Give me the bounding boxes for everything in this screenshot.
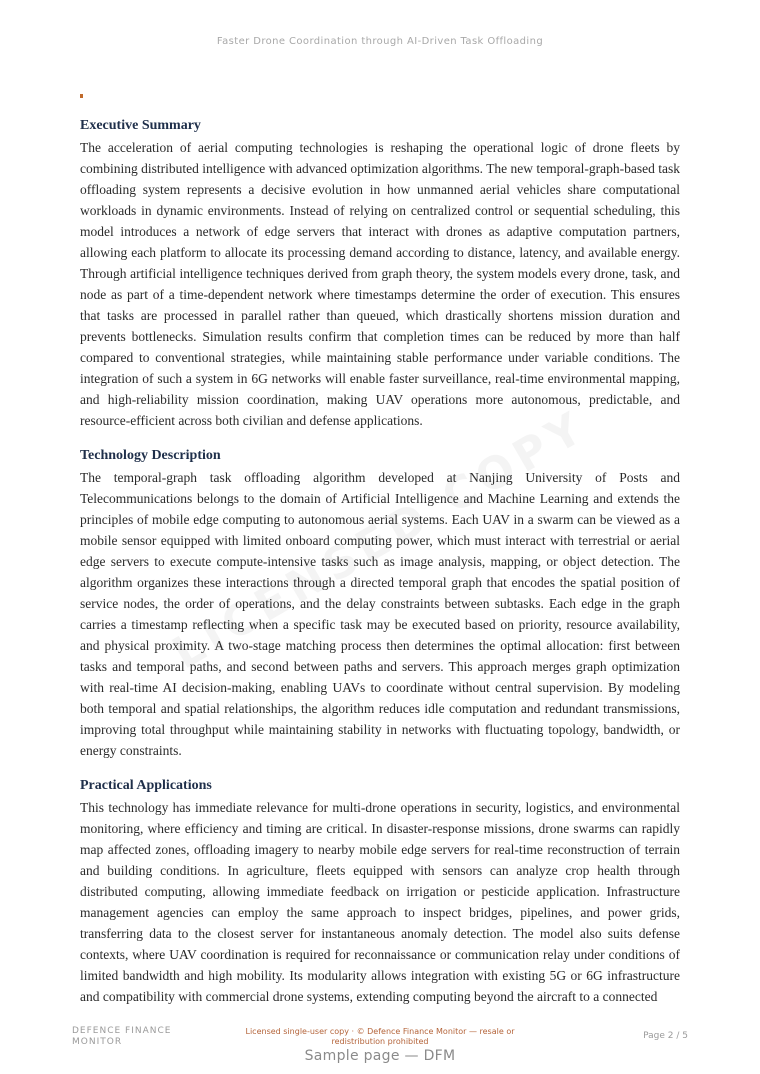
section-technology-description: [80, 447, 680, 761]
section-heading: Technology Description: [80, 448, 221, 463]
footer-license-notice: Licensed single-user copy · © Defence Finance Monitor — resale or redistribution prohibited: [245, 1027, 515, 1046]
section-paragraph: This technology has immediate relevance for multi-drone operations in security, logistics, and environmental monitoring, where efficiency and timing are critical. In disaster-response missions, drone swarms can rapidly map affected zones, offloading imagery to nearby mobile edge servers for real-time reconstruction of terrain and building conditions. In agriculture, fleets equipped with sensors can analyze crop health through distributed computing, allowing immediate feedback on irrigation or pesticide application. Infrastructure management agencies can employ the same approach to inspect bridges, pipelines, and power grids, transferring data to the closest server for instantaneous anomaly detection. The model also suits defense contexts, where UAV coordination is required for reconnaissance or communication relay under conditions of limited bandwidth and high mobility. Its modularity allows integration with existing 5G or 6G infrastructure and compatibility with commercial drone systems, extending computing beyond the aircraft to a connected: [80, 800, 680, 1004]
accent-marker: [80, 94, 83, 98]
section-executive-summary: [80, 117, 680, 431]
section-heading: Executive Summary: [80, 118, 201, 133]
document-body: [80, 117, 680, 1007]
section-heading: Practical Applications: [80, 778, 212, 793]
footer-publisher-name: DEFENCE FINANCE MONITOR: [72, 1026, 172, 1047]
running-header-title: Faster Drone Coordination through AI-Driven Task Offloading: [216, 36, 544, 47]
section-paragraph: The temporal-graph task offloading algorithm developed at Nanjing University of Posts and Telecommunications belongs to the domain of Artificial Intelligence and Machine Learning and extends the principles of mobile edge computing to autonomous aerial systems. Each UAV in a swarm can be viewed as a mobile sensor equipped with limited onboard computing power, which must interact with terrestrial or aerial edge servers to execute compute-intensive tasks such as image analysis, mapping, or object detection. The algorithm organizes these interactions through a directed temporal graph that encodes the spatial position of service nodes, the order of operations, and the delay constraints between subtasks. Each edge in the graph carries a timestamp reflecting when a specific task may be executed based on priority, resource availability, and physical proximity. A two-stage matching process then determines the optimal allocation: first between tasks and temporal paths, and second between paths and servers. This approach merges graph optimization with real-time AI decision-making, enabling UAVs to coordinate without central supervision. By modeling both temporal and spatial relationships, the algorithm reduces idle computation and redundant transmissions, improving total throughput while maintaining stability in networks with fluctuating topology, bandwidth, or energy constraints.: [80, 470, 680, 758]
footer-page-number: Page 2 / 5: [643, 1031, 688, 1041]
sample-page-label: Sample page — DFM: [304, 1048, 456, 1064]
section-paragraph: The acceleration of aerial computing technologies is reshaping the operational logic of drone fleets by combining distributed intelligence with advanced optimization algorithms. The new temporal-graph-based task offloading system represents a decisive evolution in how unmanned aerial vehicles share computational workloads in dynamic environments. Instead of relying on centralized control or sequential scheduling, this model introduces a network of edge servers that interact with drones as adaptive computation partners, allowing each platform to allocate its processing demand according to distance, latency, and available energy. Through artificial intelligence techniques derived from graph theory, the system models every drone, task, and node as part of a time-dependent network where timestamps determine the order of execution. This ensures that tasks are processed in parallel rather than queued, which drastically shortens mission duration and prevents bottlenecks. Simulation results confirm that completion times can be reduced by more than half compared to conventional strategies, while maintaining stable performance under variable conditions. The integration of such a system in 6G networks will enable faster surveillance, real-time environmental mapping, and high-reliability mission coordination, making UAV operations more autonomous, predictable, and resource-efficient across both civilian and defense applications.: [80, 140, 680, 428]
section-practical-applications: [80, 777, 680, 1007]
